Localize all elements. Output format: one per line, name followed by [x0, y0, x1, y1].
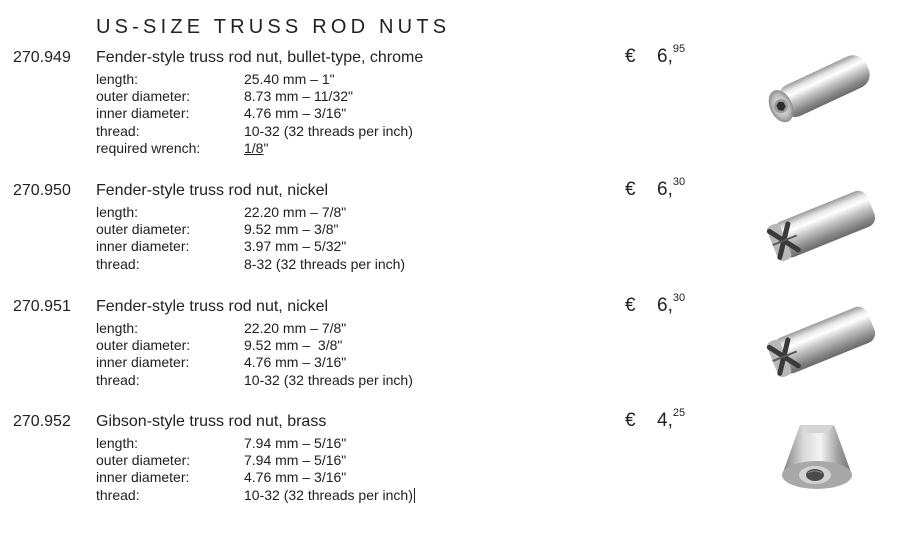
product-sku: 270.952	[13, 413, 71, 430]
currency-symbol: €	[625, 46, 636, 67]
currency-symbol: €	[625, 179, 636, 200]
price-cents: 25	[672, 407, 686, 419]
spec-label: length:	[96, 71, 139, 87]
spec-row-inner-diameter	[96, 469, 415, 486]
spec-list	[96, 320, 413, 389]
spec-row-outer-diameter	[96, 452, 415, 469]
currency-symbol: €	[625, 295, 636, 316]
wrench-unit: "	[263, 139, 269, 156]
spec-label: inner diameter:	[96, 469, 190, 486]
price	[625, 43, 685, 68]
spec-row-inner-diameter	[96, 238, 405, 255]
text-cursor	[414, 488, 415, 503]
slotted-nut-image-1	[755, 176, 885, 276]
spec-value: 9.52 mm – 3/8"	[244, 221, 339, 238]
price-cents: 95	[672, 43, 686, 55]
spec-row-outer-diameter	[96, 337, 413, 354]
spec-row-inner-diameter	[96, 354, 413, 371]
spec-value[interactable]	[244, 487, 415, 504]
spec-row-inner-diameter	[96, 105, 413, 122]
spec-row-outer-diameter	[96, 88, 413, 105]
spec-label: length:	[96, 435, 139, 451]
product-name: Fender-style truss rod nut, bullet-type, chrome	[96, 49, 424, 66]
spec-value: 25.40 mm – 1"	[244, 71, 335, 87]
spec-label: inner diameter:	[96, 105, 190, 122]
price-whole: 6,	[657, 179, 673, 200]
spec-list	[96, 435, 415, 504]
price	[625, 292, 685, 317]
product-sku: 270.950	[13, 182, 71, 199]
spec-value: 22.20 mm – 7/8"	[244, 204, 347, 220]
price-cents: 30	[672, 176, 686, 188]
slotted-nut-image-2	[755, 292, 885, 392]
price	[625, 407, 685, 432]
spec-label: inner diameter:	[96, 354, 190, 371]
page-title: US-SIZE TRUSS ROD NUTS	[96, 16, 451, 38]
spec-list	[96, 204, 405, 273]
spec-label: length:	[96, 320, 139, 336]
spec-label: thread:	[96, 122, 140, 139]
spec-label: thread:	[96, 255, 140, 272]
price-whole: 6,	[657, 46, 673, 67]
price-whole: 4,	[657, 410, 673, 431]
spec-value: 3.97 mm – 5/32"	[244, 238, 347, 255]
spec-label: outer diameter:	[96, 452, 191, 469]
price-cents: 30	[672, 292, 686, 304]
spec-row-length	[96, 71, 413, 88]
product-name: Fender-style truss rod nut, nickel	[96, 298, 329, 315]
wrench-size-link[interactable]: 1/8	[244, 139, 264, 156]
gibson-nut-image	[772, 413, 862, 498]
spec-value: 7.94 mm – 5/16"	[244, 435, 347, 451]
spec-label: inner diameter:	[96, 238, 190, 255]
currency-symbol: €	[625, 410, 636, 431]
spec-row-thread	[96, 256, 405, 273]
spec-row-outer-diameter	[96, 221, 405, 238]
product-sku: 270.949	[13, 49, 71, 66]
spec-label: thread:	[96, 371, 140, 388]
spec-value: 4.76 mm – 3/16"	[244, 105, 347, 122]
spec-value-text: 10-32 (32 threads per inch)	[244, 486, 413, 503]
product-name: Fender-style truss rod nut, nickel	[96, 182, 329, 199]
spec-list	[96, 71, 413, 157]
spec-row-thread	[96, 372, 413, 389]
spec-row-thread	[96, 123, 413, 140]
spec-row-length	[96, 204, 405, 221]
price-whole: 6,	[657, 295, 673, 316]
spec-row-thread	[96, 487, 415, 504]
spec-value: 22.20 mm – 7/8"	[244, 320, 347, 336]
spec-value: 7.94 mm – 5/16"	[244, 452, 347, 469]
spec-value: 9.52 mm – 3/8"	[244, 337, 343, 354]
spec-row-length	[96, 435, 415, 452]
product-name: Gibson-style truss rod nut, brass	[96, 413, 327, 430]
spec-value: 4.76 mm – 3/16"	[244, 354, 347, 371]
spec-label: outer diameter:	[96, 337, 191, 354]
spec-row-required-wrench	[96, 140, 413, 157]
spec-value: 4.76 mm – 3/16"	[244, 469, 347, 486]
spec-value: 8.73 mm – 11/32"	[244, 88, 353, 105]
spec-value: 8-32 (32 threads per inch)	[244, 255, 406, 272]
price	[625, 176, 685, 201]
spec-label: outer diameter:	[96, 221, 191, 238]
spec-label: outer diameter:	[96, 88, 191, 105]
spec-label: required wrench:	[96, 139, 201, 156]
bullet-nut-image	[755, 38, 885, 138]
product-sku: 270.951	[13, 298, 71, 315]
spec-value	[244, 140, 268, 157]
spec-row-length	[96, 320, 413, 337]
spec-label: thread:	[96, 486, 140, 503]
spec-value: 10-32 (32 threads per inch)	[244, 371, 413, 388]
spec-value: 10-32 (32 threads per inch)	[244, 122, 413, 139]
spec-label: length:	[96, 204, 139, 220]
